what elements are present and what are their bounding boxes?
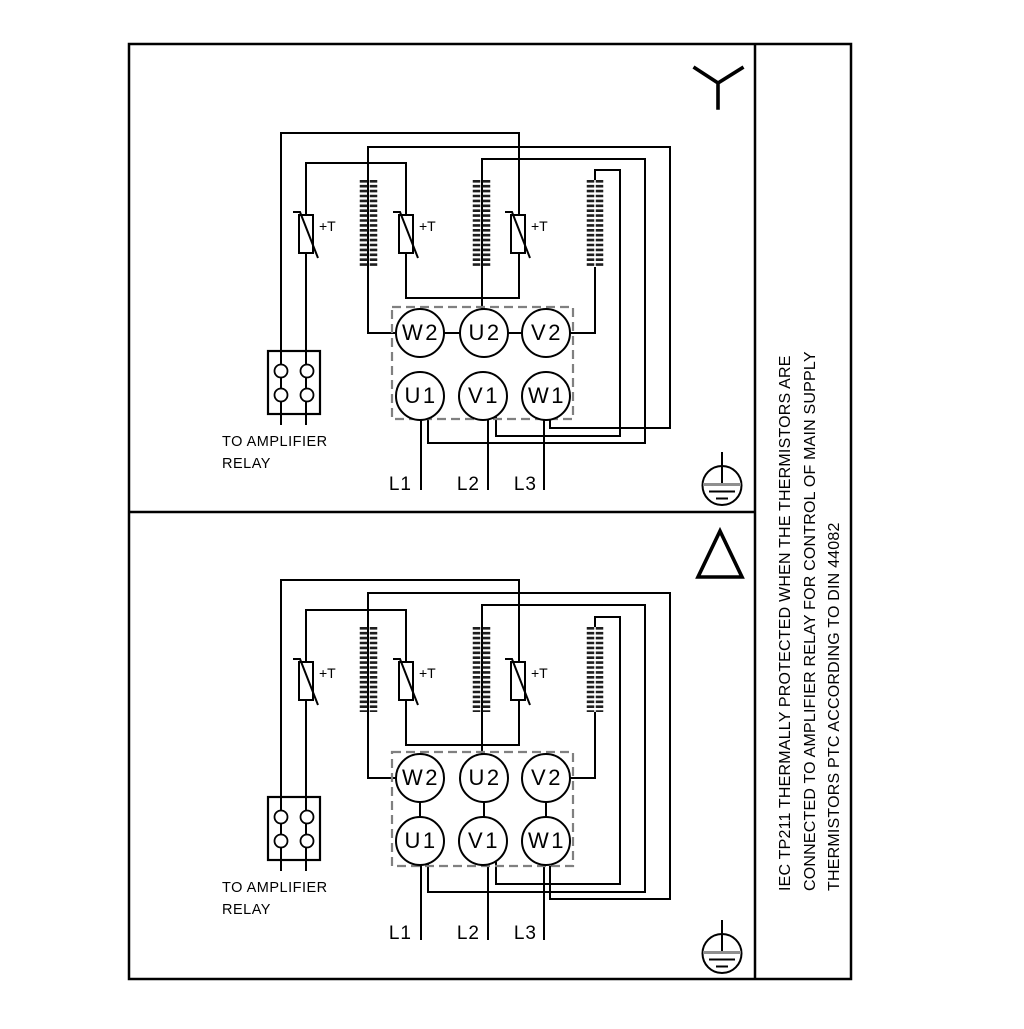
thermistor-label: +T xyxy=(419,218,436,234)
terminal-label-u2: U2 xyxy=(468,320,502,345)
terminal-label-w2: W2 xyxy=(402,765,440,790)
thermistor-label: +T xyxy=(531,218,548,234)
relay-terminal-box xyxy=(268,351,320,414)
relay-contact xyxy=(275,811,288,824)
supply-label-l1: L1 xyxy=(388,474,412,495)
side-note-line1: IEC TP211 THERMALLY PROTECTED WHEN THE THERMISTORS ARE xyxy=(777,355,794,891)
relay-contact xyxy=(301,835,314,848)
thermistor-body xyxy=(299,215,313,253)
thermistor-label: +T xyxy=(419,665,436,681)
thermistor-body xyxy=(299,662,313,700)
motor-winding-v xyxy=(591,627,600,712)
relay-caption-line2: RELAY xyxy=(222,902,271,918)
thermistor-symbol xyxy=(393,659,436,705)
terminal-label-w1: W1 xyxy=(528,383,566,408)
terminal-label-u1: U1 xyxy=(404,383,438,408)
ground-icon xyxy=(703,452,742,505)
relay-caption-line1: TO AMPLIFIER xyxy=(222,434,328,450)
supply-label-l1: L1 xyxy=(388,923,412,944)
terminal-label-v2: V2 xyxy=(531,765,563,790)
relay-contact xyxy=(275,389,288,402)
supply-label-l3: L3 xyxy=(513,474,537,495)
relay-contact xyxy=(301,811,314,824)
thermistor-body xyxy=(399,215,413,253)
thermistor-symbol xyxy=(505,212,548,258)
terminal-label-v1: V1 xyxy=(468,828,500,853)
thermistor-symbol xyxy=(293,659,336,705)
star-connection-icon xyxy=(695,68,742,108)
terminal-label-w2: W2 xyxy=(402,320,440,345)
supply-label-l2: L2 xyxy=(456,474,480,495)
supply-label-l3: L3 xyxy=(513,923,537,944)
side-note xyxy=(777,351,843,891)
thermistor-body xyxy=(511,215,525,253)
ground-icon xyxy=(703,920,742,973)
terminal-label-v2: V2 xyxy=(531,320,563,345)
thermistor-symbol xyxy=(505,659,548,705)
thermistor-body xyxy=(399,662,413,700)
thermistor-label: +T xyxy=(319,665,336,681)
side-note-line3: THERMISTORS PTC ACCORDING TO DIN 44082 xyxy=(826,522,843,891)
motor-winding-v xyxy=(591,180,600,267)
delta-connection-icon xyxy=(698,531,742,577)
thermistor-label: +T xyxy=(531,665,548,681)
thermistor-symbol xyxy=(293,212,336,258)
thermistor-symbol xyxy=(393,212,436,258)
terminal-label-u1: U1 xyxy=(404,828,438,853)
relay-contact xyxy=(301,389,314,402)
relay-contact xyxy=(275,835,288,848)
relay-caption-line2: RELAY xyxy=(222,456,271,472)
thermistor-body xyxy=(511,662,525,700)
delta-bridge-wires xyxy=(420,802,546,817)
terminal-label-v1: V1 xyxy=(468,383,500,408)
relay-caption-line1: TO AMPLIFIER xyxy=(222,880,328,896)
terminal-label-u2: U2 xyxy=(468,765,502,790)
thermistor-label: +T xyxy=(319,218,336,234)
side-note-line2: CONNECTED TO AMPLIFIER RELAY FOR CONTROL OF MAIN SUPPLY xyxy=(802,351,819,891)
relay-terminal-box xyxy=(268,797,320,860)
delta-panel xyxy=(222,531,742,973)
relay-contact xyxy=(275,365,288,378)
relay-contact xyxy=(301,365,314,378)
star-panel xyxy=(222,68,742,505)
terminal-label-w1: W1 xyxy=(528,828,566,853)
supply-label-l2: L2 xyxy=(456,923,480,944)
